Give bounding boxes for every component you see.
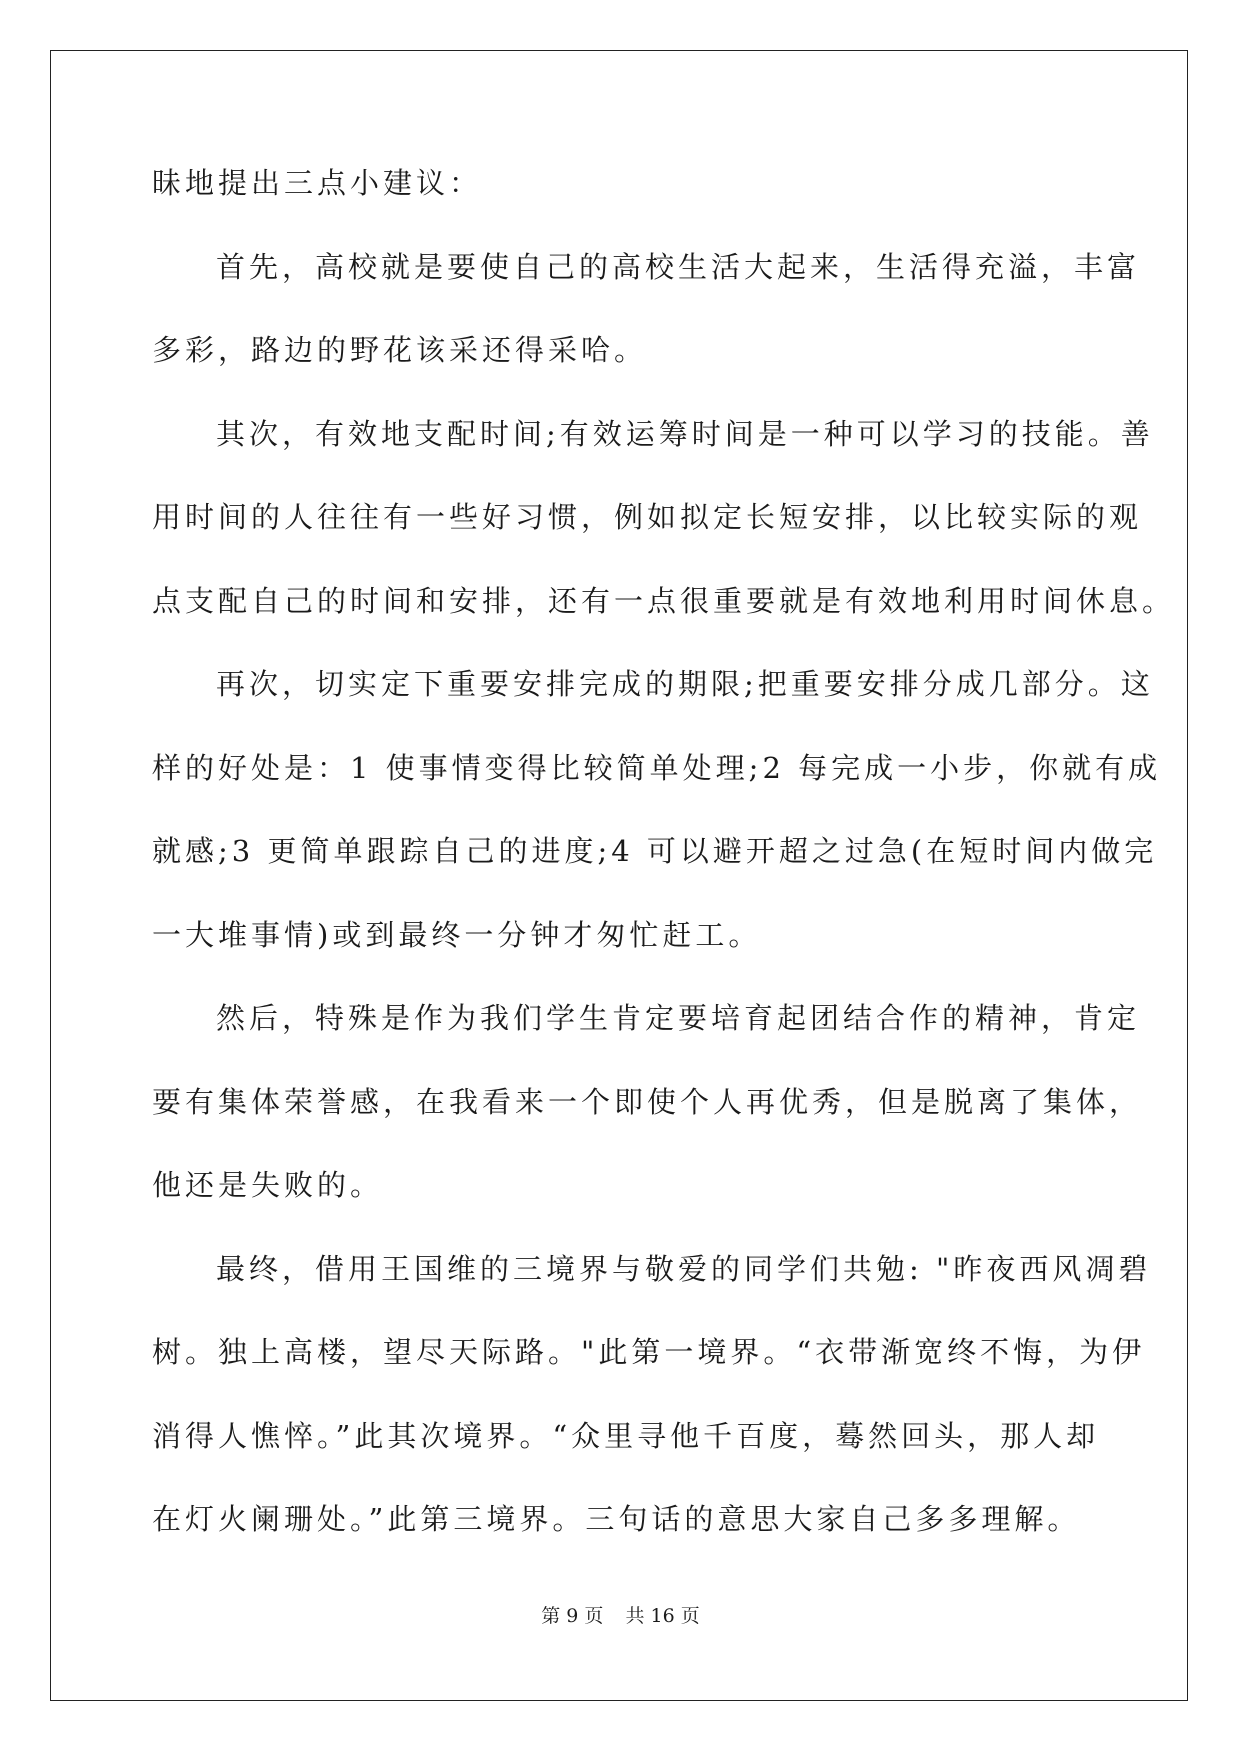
text-line: 在灯火阑珊处。”此第三境界。三句话的意思大家自己多多理解。: [152, 1502, 1081, 1536]
text-line: 昧地提出三点小建议：: [152, 166, 483, 200]
paragraph-first-line: 首先，高校就是要使自己的高校生活大起来，生活得充溢，丰富: [216, 250, 1141, 284]
page-number-current: 第 9 页: [541, 1605, 604, 1627]
paragraph-first-line: 最终，借用王国维的三境界与敬爱的同学们共勉: "昨夜西风凋碧: [216, 1252, 1152, 1286]
text-line: 他还是失败的。: [152, 1168, 384, 1202]
text-line: 一大堆事情)或到最终一分钟才匆忙赶工。: [152, 918, 762, 952]
page-footer: [0, 1604, 1241, 1628]
paragraph-first-line: 再次，切实定下重要安排完成的期限;把重要安排分成几部分。这: [216, 667, 1154, 701]
text-line: 就感;3 更简单跟踪自己的进度;4 可以避开超之过急(在短时间内做完: [152, 834, 1158, 868]
paragraph-first-line: 然后，特殊是作为我们学生肯定要培育起团结合作的精神，肯定: [216, 1001, 1141, 1035]
text-line: 多彩，路边的野花该采还得采哈。: [152, 333, 648, 367]
paragraph-first-line: 其次，有效地支配时间;有效运筹时间是一种可以学习的技能。善: [216, 417, 1154, 451]
text-line: 消得人憔悴。”此其次境界。“众里寻他千百度，蓦然回头，那人却: [152, 1419, 1100, 1453]
text-line: 树。独上高楼，望尽天际路。"此第一境界。“衣带渐宽终不悔，为伊: [152, 1335, 1146, 1369]
text-line: 点支配自己的时间和安排，还有一点很重要就是有效地利用时间休息。: [152, 584, 1176, 618]
text-line: 要有集体荣誉感，在我看来一个即使个人再优秀，但是脱离了集体，: [152, 1085, 1143, 1119]
text-line: 样的好处是：1 使事情变得比较简单处理;2 每完成一小步，你就有成: [152, 751, 1162, 785]
page-number-total: 共 16 页: [625, 1605, 700, 1627]
text-line: 用时间的人往往有一些好习惯，例如拟定长短安排，以比较实际的观: [152, 500, 1143, 534]
